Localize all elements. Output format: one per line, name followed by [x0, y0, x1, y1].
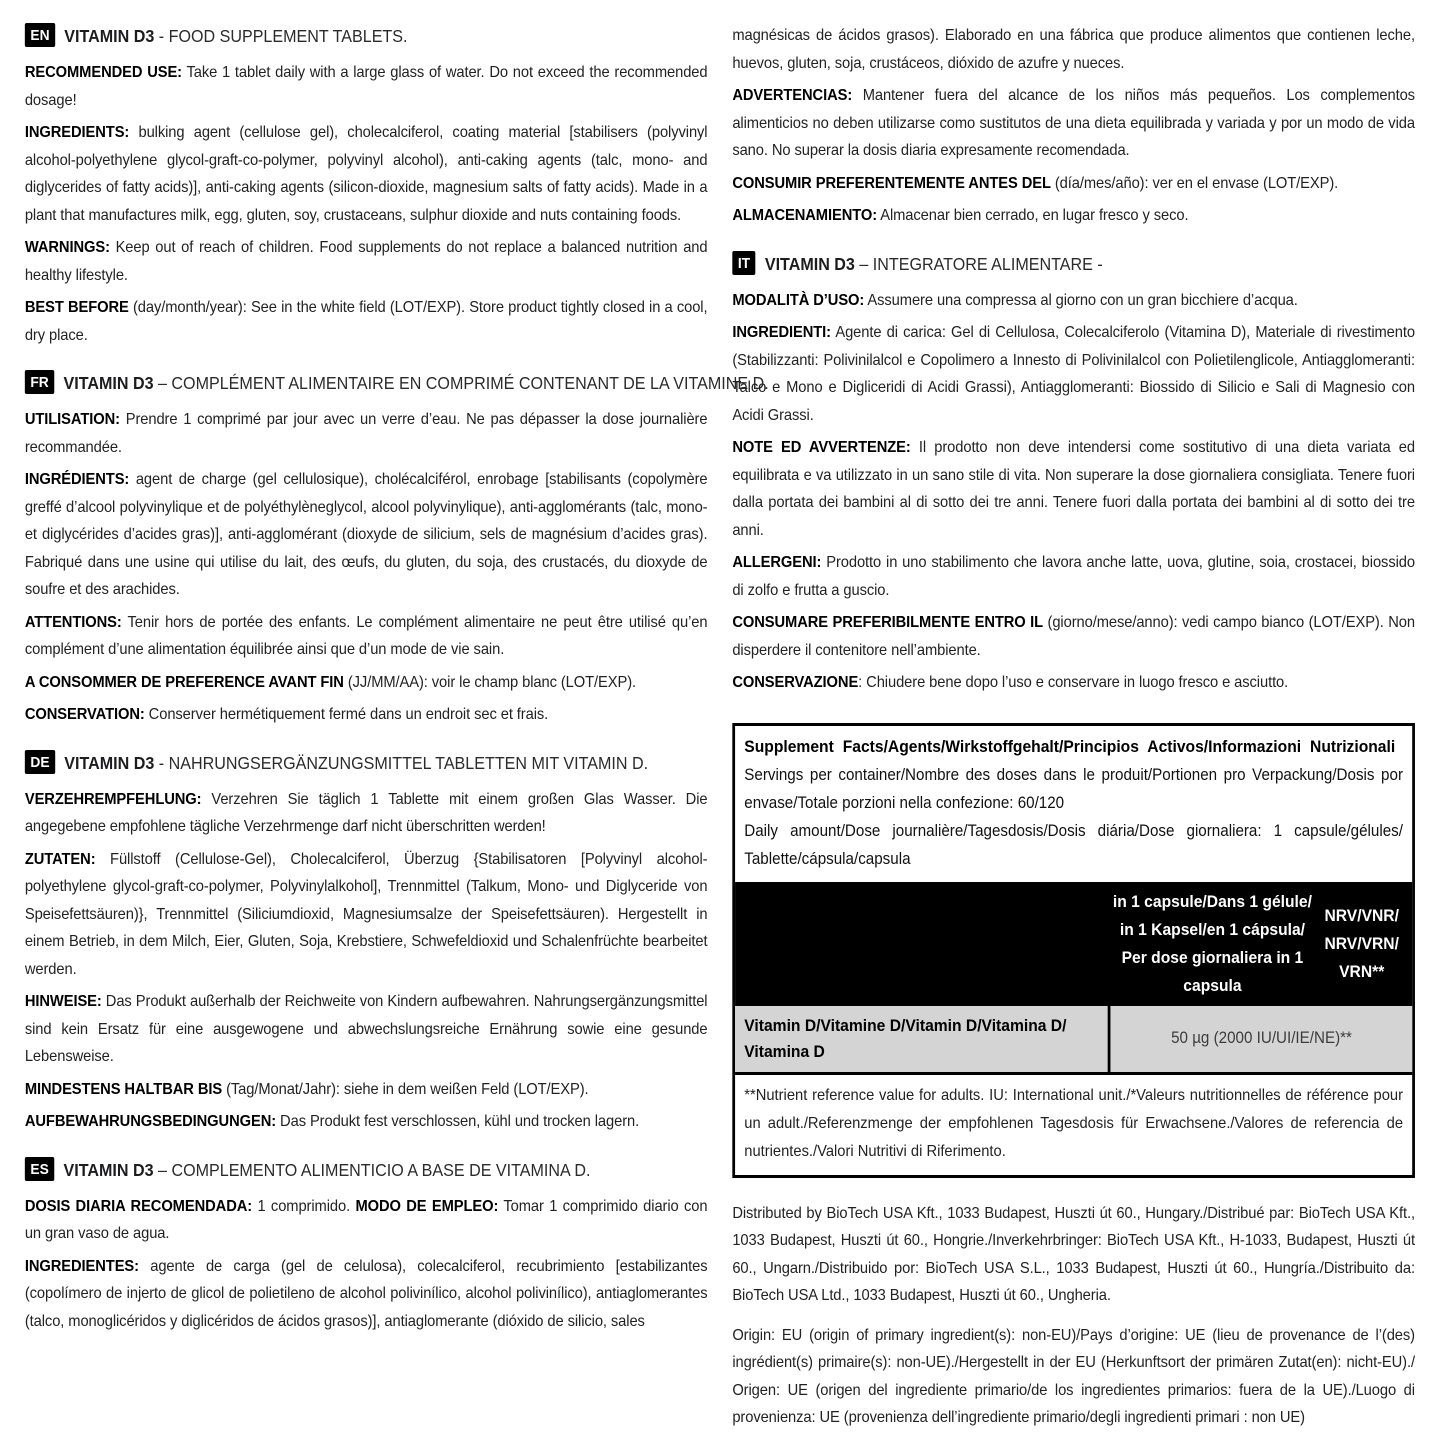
- table-header: [735, 726, 1412, 882]
- es-consumir-antes: CONSUMIR PREFERENTEMENTE ANTES DEL (día/​mes/​año): ver en el envase (LOT/​EXP).: [732, 174, 1339, 192]
- en-recommended-use: RECOMMENDED USE: Take 1 tablet daily with a large glass of water. Do not exceed the recommended dosage!: [24, 64, 708, 109]
- table-header-amount-cell: in 1 capsule/​Dans 1 gélule/​in 1 Kapsel/​en 1 cápsula/​Per dose giornaliera in 1 capsula: [1112, 891, 1312, 995]
- left-column: [24, 22, 769, 1437]
- table-title: Supplement Facts/​Agents/​Wirkstoffgehalt/​Principios Activos/​Informazioni Nutrizionali: [744, 736, 1396, 756]
- it-modalita-uso: MODALITÀ D’USO: Assumere una compressa al giorno con un gran bicchiere d’acqua.: [732, 291, 1298, 309]
- it-note-avvertenze: NOTE ED AVVERTENZE: Il prodotto non deve intendersi come sostitutivo di una dieta variata ed equilibrata e va utilizzato in un sano stile di vita. Non superare la dose giornaliera consigliata. Tenere fuori dalla portata dei bambini al di sotto dei tre anni. Tenere fuori dalla portata dei bambini al di sotto dei tre anni.: [732, 439, 1415, 539]
- heading-subtitle: – COMPLÉMENT ALIMENTAIRE EN COMPRIMÉ CONTENANT DE LA VITAMINE D.: [153, 373, 769, 393]
- right-column: [732, 22, 1415, 1437]
- lang-badge-de: DE: [25, 750, 55, 774]
- product-name: VITAMIN D3: [64, 26, 155, 46]
- heading-subtitle: - FOOD SUPPLEMENT TABLETS.: [154, 26, 408, 46]
- product-name: VITAMIN D3: [63, 373, 154, 393]
- lang-badge-it: IT: [732, 251, 755, 275]
- lang-badge-en: EN: [25, 23, 55, 47]
- right-column-top-blocks: [732, 22, 1415, 697]
- vitamin-d-value-cell: 50 µg (2000 IU/UI/IE/NE)**: [1171, 1029, 1352, 1047]
- table-header-nrv-cell: NRV/​VNR/​NRV/​VRN/​VRN**: [1324, 905, 1399, 981]
- fr-consommer-avant: A CONSOMMER DE PREFERENCE AVANT FIN (JJ/​MM/​AA): voir le champ blanc (LOT/​EXP).: [24, 673, 637, 691]
- distributor-info: Distributed by BioTech USA Kft., 1033 Budapest, Huszti út 60., Hungary./​Distribué par: BioTech USA Kft., 1033 Budapest, Huszti út 60., Hongrie./​Inverkehrbringer: BioTech USA Kft., H-1033, Budapest, Huszti út 60., Ungarn./​Distribuido por: BioTech USA S.L., 1033 Budapest, Huszti út 60., Hungría./​Distribuito da: BioTech USA Ltd., 1033 Budapest, Huszti út 60., Ungheria.: [732, 1204, 1415, 1304]
- fr-attentions: ATTENTIONS: Tenir hors de portée des enfants. Le complément alimentaire ne peut être utilisé qu’en complément d’une alimentation équilibrée ainsi que d’un mode de vie sain.: [24, 613, 708, 658]
- de-mindestens-haltbar: MINDESTENS HALTBAR BIS (Tag/​Monat/​Jahr): siehe in dem weißen Feld (LOT/​EXP).: [24, 1080, 589, 1098]
- lang-badge-fr: FR: [25, 370, 54, 394]
- supplement-facts-table: [732, 723, 1415, 1178]
- product-name: VITAMIN D3: [63, 1159, 154, 1180]
- de-verzehrempfehlung: VERZEHREMPFEHLUNG: Verzehren Sie täglich 1 Tablette mit einem großen Glas Wasser. Die angegebene empfohlene tägliche Verzehrmenge darf nicht überschritten werden!: [24, 790, 708, 835]
- lang-badge-es: ES: [25, 1157, 54, 1181]
- fr-conservation: CONSERVATION: Conserver hermétiquement fermé dans un endroit sec et frais.: [24, 706, 549, 723]
- table-footnote: **Nutrient reference value for adults. IU: International unit./​*Valeurs nutritionnelles de référence pour un adult./​Referenzmenge der empfohlenen Tagesdosis für Erwachsene./​Valores de referencia de nutrientes./​Valori Nutritivi di Riferimento.: [735, 1072, 1412, 1175]
- en-ingredients: INGREDIENTS: bulking agent (cellulose gel), cholecalciferol, coating material [stabilisers (polyvinyl alcohol-polyethylene glycol-graft-co-polymer, polyvinyl alcohol), anti-caking agents (talc, mono- and diglycerides of fatty acids)], anti-caking agents (silicon-dioxide, magnesium salts of fatty acids). Made in a plant that manufactures milk, egg, gluten, soy, crustaceans, sulphur dioxide and nuts containing foods.: [24, 124, 708, 224]
- es-ingredientes-part2: magnésicas de ácidos grasos). Elaborado en una fábrica que produce alimentos que contienen leche, huevos, gluten, soja, crustáceos, dióxido de azufre y nueces.: [732, 27, 1415, 72]
- es-almacenamiento: ALMACENAMIENTO: Almacenar bien cerrado, en lugar fresco y seco.: [732, 207, 1189, 224]
- fr-ingredients: INGRÉDIENTS: agent de charge (gel cellulosique), cholécalciférol, enrobage [stabilisants (copolymère greffé d’alcool polyvinylique et de polyéthylèneglycol, alcool polyvinylique), anti-agglomérants (talc, mono- et diglycérides d’acides gras)], anti-agglomérant (dioxyde de silicium, sels de magnésium d’acides gras). Fabriqué dans une usine qui utilise du lait, des œufs, du gluten, du soja, des crustacés, du dioxyde de soufre et des arachides.: [24, 471, 708, 598]
- it-conservazione: CONSERVAZIONE: Chiudere bene dopo l’uso e conservare in luogo fresco e asciutto.: [732, 674, 1289, 691]
- de-section-heading: [25, 749, 708, 777]
- it-allergeni: ALLERGENI: Prodotto in uno stabilimento che lavora anche latte, uova, glutine, soia, crostacei, biossido di zolfo e frutta a guscio.: [732, 554, 1415, 599]
- it-ingredienti: INGREDIENTI: Agente di carica: Gel di Cellulosa, Colecalciferolo (Vitamina D), Materiale di rivestimento (Stabilizzanti: Polivinilalcol e Copolimero a Innesto di Polivinilalcol con Polietilenglicole, Antiagglomeranti: Talco e Mono e Digliceridi di Acidi Grassi), Antiagglomeranti: Biossido di Silicio e Sali di Magnesio con Acidi Grassi.: [732, 324, 1415, 424]
- table-daily-amount-line: Daily amount/​Dose journalière/​Tagesdosis/​Dosis diária/​Dose giornaliera: 1 capsule/​gélules/​Tablette/​cápsula/​capsula: [744, 821, 1403, 868]
- en-section-heading: [25, 22, 708, 50]
- de-hinweise: HINWEISE: Das Produkt außerhalb der Reichweite von Kindern aufbewahren. Nahrungsergänzungsmittel sind kein Ersatz für eine ausgewogene und abwechslungsreiche Ernährung sowie eine gesunde Lebensweise.: [24, 993, 708, 1065]
- table-servings-line: Servings per container/​Nombre des doses dans le produit/​Portionen pro Verpackung/​Dosis por envase/​Totale porzioni nella confezione: 60/​120: [744, 765, 1403, 812]
- product-name: VITAMIN D3: [64, 752, 155, 773]
- right-column-bottom-blocks: [732, 1200, 1415, 1432]
- table-column-header-row: [735, 882, 1412, 1006]
- es-ingredientes-part1: INGREDIENTES: agente de carga (gel de celulosa), colecalciferol, recubrimiento [estabilizantes (copolímero de injerto de glicol de polietileno de alcohol polivinílico, alcohol polivinílico), antiaglomerantes (talco, monoglicéridos y diglicéridos de ácidos grasos)], antiaglomerante (dióxido de silicio, sales: [24, 1257, 708, 1330]
- de-aufbewahrung: AUFBEWAHRUNGSBEDINGUNGEN: Das Produkt fest verschlossen, kühl und trocken lagern.: [24, 1113, 640, 1130]
- en-warnings: WARNINGS: Keep out of reach of children. Food supplements do not replace a balanced nutrition and healthy lifestyle.: [24, 239, 708, 284]
- it-section-heading: [732, 250, 1415, 278]
- en-best-before: BEST BEFORE (day/​month/​year): See in the white field (LOT/​EXP). Store product tightly closed in a cool, dry place.: [24, 299, 708, 344]
- origin-info: Origin: EU (origin of primary ingredient(s): non-EU)/​Pays d’origine: UE (lieu de provenance de l’(des) ingrédient(s) primaire(s): non-UE)./​Hergestellt in der EU (Herkunftsort der primären Zutat(en): nicht-EU)./​Origen: UE (origen del ingrediente primario/​de los ingredientes primarios: fuera de la UE)./​Luogo di provenienza: UE (provenienza dell’ingrediente primario/​degli ingredienti primari : non UE): [732, 1326, 1415, 1426]
- vitamin-d-row: [735, 1006, 1412, 1072]
- es-advertencias: ADVERTENCIAS: Mantener fuera del alcance de los niños más pequeños. Los complementos alimenticios no deben utilizarse como sustitutos de una dieta equilibrada y variada y por un modo de vida sano. No superar la dosis diaria expresamente recomendada.: [732, 87, 1415, 159]
- it-consumare-entro: CONSUMARE PREFERIBILMENTE ENTRO IL (giorno/​mese/​anno): vedi campo bianco (LOT/​EXP). Non disperdere il contenitore nell’ambiente.: [732, 614, 1415, 659]
- heading-subtitle: – INTEGRATORE ALIMENTARE -: [854, 253, 1103, 274]
- fr-utilisation: UTILISATION: Prendre 1 comprimé par jour avec un verre d’eau. Ne pas dépasser la dose journalière recommandée.: [24, 411, 708, 456]
- vitamin-d-name-cell: Vitamin D/​Vitamine D/​Vitamin D/​Vitamina D/​Vitamina D: [735, 1006, 1111, 1072]
- es-dosis-modo: DOSIS DIARIA RECOMENDADA: 1 comprimido. MODO DE EMPLEO: Tomar 1 comprimido diario con un gran vaso de agua.: [24, 1197, 708, 1242]
- heading-subtitle: – COMPLEMENTO ALIMENTICIO A BASE DE VITAMINA D.: [153, 1159, 591, 1180]
- product-name: VITAMIN D3: [764, 253, 855, 274]
- es-section-heading: [25, 1156, 708, 1184]
- de-zutaten: ZUTATEN: Füllstoff (Cellulose-Gel), Cholecalciferol, Überzug {Stabilisatoren [Polyvinyl alcohol-polyethylene glycol-graft-co-polymer, Polyvinylalkohol], Trennmittel (Talkum, Mono- und Diglyceride von Speisefettsäuren)}, Trennmittel (Siliciumdioxid, Magnesiumsalze der Speisefettsäuren). Hergestellt in einem Betrieb, in dem Milch, Eier, Gluten, Soja, Krebstiere, Schwefeldioxid und Schalenfrüchte bearbeitet werden.: [24, 850, 708, 978]
- fr-section-heading: [25, 369, 769, 397]
- heading-subtitle: - NAHRUNGSERGÄNZUNGSMITTEL TABLETTEN MIT VITAMIN D.: [154, 752, 649, 773]
